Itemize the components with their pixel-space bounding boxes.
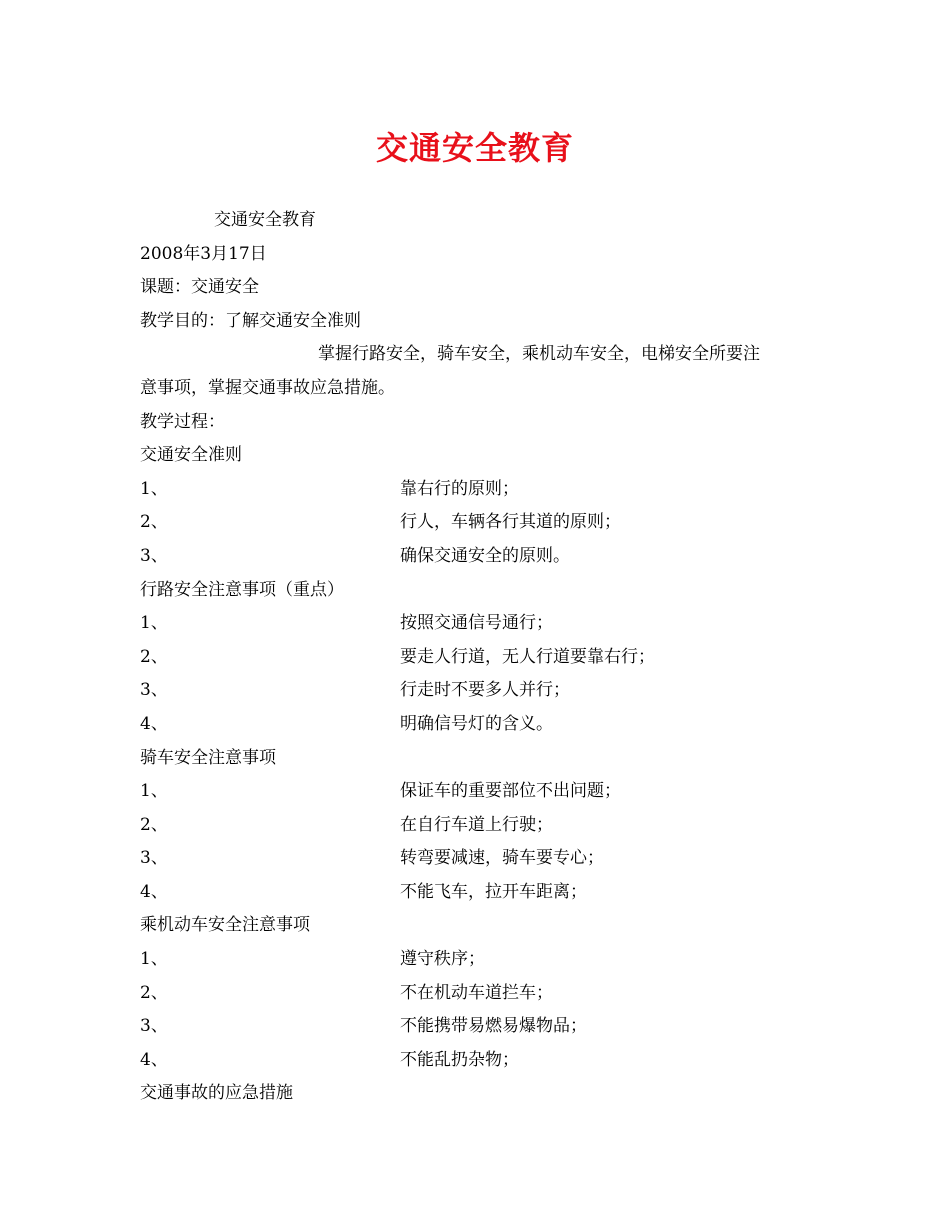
list-item-number: 2、	[140, 512, 168, 533]
list-item-number: 4、	[140, 1049, 168, 1070]
list-item	[140, 842, 830, 876]
section-heading: 乘机动车安全注意事项	[140, 915, 310, 936]
list-item	[140, 506, 830, 540]
teaching-purpose-continued: 掌握行路安全，骑车安全，乘机动车安全，电梯安全所要注	[318, 344, 760, 365]
list-item-text: 确保交通安全的原则。	[400, 545, 570, 566]
list-item-text: 不在机动车道拦车；	[400, 982, 553, 1003]
list-item-text: 靠右行的原则；	[400, 478, 519, 499]
list-item-number: 3、	[140, 680, 168, 701]
list-item	[140, 708, 830, 742]
list-item-text: 不能携带易燃易爆物品；	[400, 1016, 587, 1037]
list-item	[140, 473, 830, 507]
list-item-text: 转弯要减速，骑车要专心；	[400, 848, 604, 869]
section-heading: 行路安全注意事项（重点）	[140, 579, 344, 600]
document-subtitle: 交通安全教育	[214, 210, 316, 230]
list-item	[140, 641, 830, 675]
list-item-number: 3、	[140, 545, 168, 566]
list-item-text: 行人，车辆各行其道的原则；	[400, 512, 621, 533]
section-heading: 交通安全准则	[140, 445, 242, 466]
list-item-text: 保证车的重要部位不出问题；	[400, 781, 621, 802]
list-item-number: 3、	[140, 1016, 168, 1037]
list-item	[140, 977, 830, 1011]
list-item	[140, 1044, 830, 1078]
teaching-purpose-continued: 意事项，掌握交通事故应急措施。	[140, 377, 395, 398]
list-item	[140, 876, 830, 910]
list-item-number: 4、	[140, 713, 168, 734]
list-item	[140, 540, 830, 574]
list-item	[140, 809, 830, 843]
list-item-number: 1、	[140, 478, 168, 499]
teaching-purpose: 教学目的：了解交通安全准则	[140, 310, 361, 331]
list-item	[140, 775, 830, 809]
process-label: 教学过程：	[140, 411, 225, 432]
list-item-text: 要走人行道，无人行道要靠右行；	[400, 646, 655, 667]
list-item-text: 行走时不要多人并行；	[400, 680, 570, 701]
list-item	[140, 1010, 830, 1044]
list-item-text: 遵守秩序；	[400, 949, 485, 970]
list-item-text: 在自行车道上行驶；	[400, 814, 553, 835]
page-title: 交通安全教育	[375, 129, 574, 167]
section-heading: 骑车安全注意事项	[140, 747, 276, 768]
list-item-number: 1、	[140, 781, 168, 802]
list-item-number: 2、	[140, 982, 168, 1003]
document-body	[140, 204, 830, 1111]
list-item-number: 2、	[140, 646, 168, 667]
list-item-number: 3、	[140, 848, 168, 869]
list-item-text: 不能乱扔杂物；	[400, 1049, 519, 1070]
list-item-text: 明确信号灯的含义。	[400, 713, 553, 734]
list-item-number: 1、	[140, 613, 168, 634]
list-item-number: 1、	[140, 949, 168, 970]
list-item-number: 2、	[140, 814, 168, 835]
list-item	[140, 674, 830, 708]
section-heading: 交通事故的应急措施	[140, 1083, 293, 1104]
list-item	[140, 943, 830, 977]
list-item-number: 4、	[140, 881, 168, 902]
list-item-text: 按照交通信号通行；	[400, 613, 553, 634]
list-item	[140, 607, 830, 641]
list-item-text: 不能飞车，拉开车距离；	[400, 881, 587, 902]
lesson-topic: 课题：交通安全	[140, 277, 259, 298]
document-date: 2008年3月17日	[140, 243, 267, 264]
